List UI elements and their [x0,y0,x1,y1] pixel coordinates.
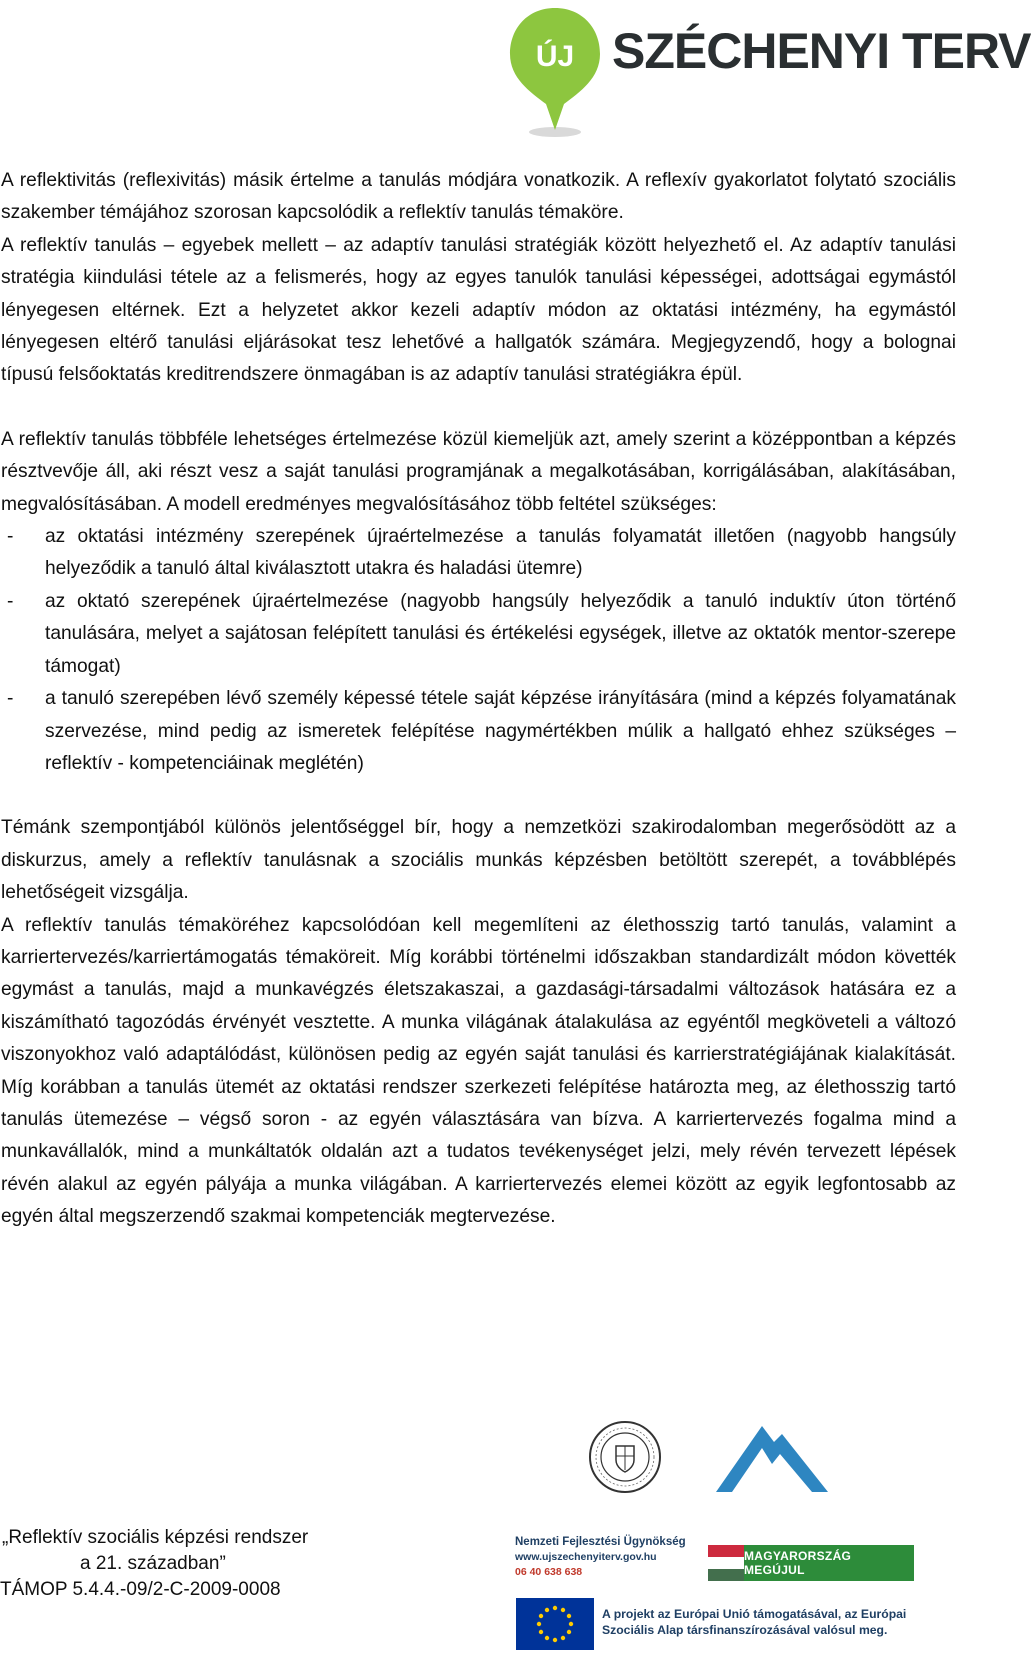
list-item-text: az oktató szerepének újraértelmezése (nagyobb hangsúly helyeződik a tanuló induktív úton történő tanulására, melyet a sajátosan felépített tanulási és értékelési egységek, illetve az oktatók mentor-szerepe támogat) [45,590,956,677]
project-title-line-2: a 21. században” [80,1553,226,1574]
bullet-dash: - [7,526,14,548]
paragraph-4: Témánk szempontjából különös jelentőséggel bír, hogy a nemzetközi szakirodalomban megerősödött az a diskurzus, amely a reflektív tanulásnak a szociális munkás képzésben betöltött szerepét, a továbblépés lehetőségeit vizsgálja. [1,817,956,904]
paragraph-1: A reflektivitás (reflexivitás) másik értelme a tanulás módjára vonatkozik. A reflexív gyakorlatot folytató szociális szakember témájához szorosan kapcsolódik a reflektív tanulás témaköre. [1,170,956,224]
list-item-text: az oktatási intézmény szerepének újraértelmezése a tanulás folyamatát illetően (nagyobb hangsúly helyeződik a tanuló által kiválasztott utakra és haladási ütemre) [45,526,956,580]
project-title-line-1: „Reflektív szociális képzési rendszer [2,1527,309,1548]
nfu-phone: 06 40 638 638 [515,1566,583,1578]
paragraph-5: A reflektív tanulás témaköréhez kapcsolódóan kell megemlíteni az élethosszig tartó tanulás, valamint a karriertervezés/karriertámogatás témaköreit. Míg korábbi történelmi időszakban standardizált módon követték egymást a tanulás, majd a munkavégzés életszakaszai, a gazdasági-társadalmi változások hatására ez a kiszámítható tagozódás érvényét vesztette. A munka világának átalakulása az egyéntől megköveteli a változó viszonyokhoz való adaptálódást, különösen pedig az egyén saját tanulási és karrierstratégiájának kialakítását. Míg korábban a tanulás ütemét az oktatási rendszer szerkezeti felépítése határozta meg, az élethosszig tartó tanulás ütemezése – végső soron - az egyén választására van bízva. A karriertervezés fogalma mind a munkavállalók, mind a munkáltatók oldalán azt a tudatos tevékenységet jelzi, mely révén tervezett lépések révén alakul az egyén pályája a munka világában. A karriertervezés elemei között az egyik legfontosabb az egyén által megszerzendő szakmai kompetenciák megtervezése. [1,914,956,1228]
mountain-logo-icon [712,1418,832,1498]
hungarian-flag-icon [708,1545,744,1581]
map-pin-icon [508,4,612,144]
paragraph-2: A reflektív tanulás – egyebek mellett – az adaptív tanulási stratégiák között helyezhető el. Az adaptív tanulási stratégia kiindulási tétele az a felismerés, hogy az egyes tanulók tanulási képességei, adottságai egymástól lényegesen eltérnek. Ezt a helyzetet akkor kezeli adaptív módon az oktatási intézmény, ha egymástól lényegesen eltérő tanulási eljárásokat tesz lehetővé a hallgatók számára. Megjegyzendő, hogy a bolognai típusú felsőoktatás kreditrendszere önmagában is az adaptív tanulási stratégiákra épül. [1,234,956,386]
list-item-text: a tanuló szerepében lévő személy képessé tétele saját képzése irányítására (mind a képzés folyamatának szervezése, mind pedig az ismeretek felépítése nagymértékben múlik a hallgató ehhez szükséges – reflektív - kompetenciáinak meglétén) [45,688,956,774]
spacer [1,392,956,424]
logo-wordmark: SZÉCHENYI TERV [612,23,1031,79]
project-title [0,1525,360,1603]
eu-flag-icon [516,1598,594,1650]
paragraph-3: A reflektív tanulás többféle lehetséges értelmezése közül kiemeljük azt, amely szerint a középpontban a képzés résztvevője áll, aki részt vesz a saját tanulási programjának a megalkotásában, korrigálásában, alakításában, megvalósításában. A modell eredményes megvalósításához több feltétel szükséges: [1,428,956,515]
project-code: TÁMOP 5.4.4.-09/2-C-2009-0008 [0,1579,281,1600]
spacer [1,780,956,812]
svg-text:ÚJ: ÚJ [535,40,575,73]
eu-funding-notice: A projekt az Európai Unió támogatásával, az Európai Szociális Alap társfinanszírozásával valósul meg. [602,1607,907,1637]
document-body [1,165,956,1234]
nfu-block [515,1535,686,1580]
nfu-url: www.ujszechenyiterv.gov.hu [515,1551,657,1563]
bullet-dash: - [7,590,14,612]
szechenyi-terv-logo [508,4,1031,144]
list-item [1,683,956,780]
list-item [1,586,956,683]
conditions-list [1,521,956,780]
magyarorszag-megujul-banner: MAGYARORSZÁG MEGÚJUL [744,1545,914,1581]
nfu-name: Nemzeti Fejlesztési Ügynökség [515,1536,686,1548]
bullet-dash: - [7,688,14,710]
university-seal-icon [588,1420,662,1494]
list-item [1,521,956,586]
